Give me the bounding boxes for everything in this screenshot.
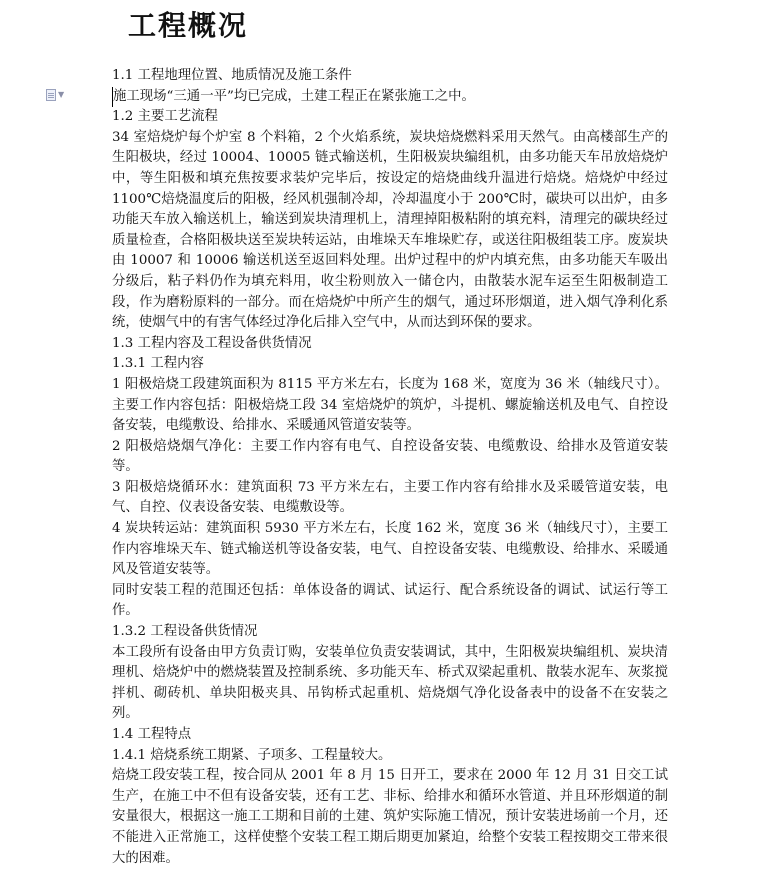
paragraph: 34 室焙烧炉每个炉室 8 个料箱，2 个火焰系统，炭块焙烧燃料采用天然气。由高楼部生产的生阳极块，经过 10004、10005 链式输送机，生阳极炭块编组机，由多功能天车吊放焙烧炉中，等生阳极和填充焦按要求装炉完毕后，按设定的焙烧曲线升温进行焙烧。焙烧炉中经过 1100℃焙烧温度后的阳极，经风机强制冷却，冷却温度小于 200℃时，碳块可以出炉，由多功能天车放入输送机上，输送到炭块清理机上，清理掉阳极粘附的填充料，清理完的碳块经过质量检查，合格阳极块送至炭块转运站，由堆垛天车堆垛贮存，或送往阳极组装工序。废炭块由 10007 和 10006 输送机送至返回料处理。出炉过程中的炉内填充焦，由多功能天车吸出分级后，粘子料仍作为填充料用，收尘粉则放入一储仓内，由散装水泥车运至生阳极制造工段，作为磨粉原料的一部分。而在焙烧炉中所产生的烟气，通过环形烟道，进入烟气净利化系统，使烟气中的有害气体经过净化后排入空气中，从而达到环保的要求。 — [112, 129, 668, 331]
heading-1-4-1: 1.4.1 焙烧系统工期紧、子项多、工程量较大。 — [112, 747, 392, 763]
document-body[interactable] — [112, 66, 668, 869]
heading-1-3-2: 1.3.2 工程设备供货情况 — [112, 624, 258, 640]
heading-1-2: 1.2 主要工艺流程 — [112, 109, 218, 125]
paragraph: 本工段所有设备由甲方负责订购，安装单位负责安装调试，其中，生阳极炭块编组机、炭块清理机、焙烧炉中的燃烧装置及控制系统、多功能天车、桥式双梁起重机、散装水泥车、灰浆搅拌机、砌砖机、单块阳极夹具、吊钩桥式起重机、焙烧烟气净化设备表中的设备不在安装之列。 — [112, 644, 668, 722]
chevron-down-icon: ▼ — [58, 90, 65, 99]
paragraph: 焙烧工段安装工程，按合同从 2001 年 8 月 15 日开工，要求在 2000 年 12 月 31 日交工试生产，在施工中不但有设备安装，还有工艺、非标、给排水和循环水管道、并且环形烟道的制安量很大，根据这一施工工期和目前的土建、筑炉实际施工情况，预计安装进场前一个月，还不能进入正常施工，这样使整个安装工程工期后期更加紧迫，给整个安装工程按期交工带来很大的困难。 — [112, 768, 668, 866]
paragraph-options-icon[interactable] — [46, 88, 72, 102]
document-icon — [46, 89, 56, 101]
paragraph: 4 炭块转运站：建筑面积 5930 平方米左右，长度 162 米，宽度 36 米（轴线尺寸），主要工作内容堆垛天车、链式输送机等设备安装，电气、自控设备安装、电缆敷设、给排水、采暖通风及管道安装等。 — [112, 521, 668, 578]
paragraph: 2 阳极焙烧烟气净化：主要工作内容有电气、自控设备安装、电缆敷设、给排水及管道安装等。 — [112, 438, 668, 475]
heading-1-1: 1.1 工程地理位置、地质情况及施工条件 — [112, 68, 352, 83]
paragraph: 施工现场“三通一平”均已完成，土建工程正在紧张施工之中。 — [112, 87, 668, 108]
heading-1-3-1: 1.3.1 工程内容 — [112, 356, 204, 372]
paragraph: 1 阳极焙烧工段建筑面积为 8115 平方米左右，长度为 168 米，宽度为 36 米（轴线尺寸）。主要工作内容包括：阳极焙烧工段 34 室焙烧炉的筑炉，斗提机、螺旋输送机及电气、自控设备安装，电缆敷设、给排水、采暖通风管道安装等。 — [112, 376, 668, 434]
heading-1-4: 1.4 工程特点 — [112, 727, 192, 742]
paragraph: 3 阳极焙烧循环水：建筑面积 73 平方米左右，主要工作内容有给排水及采暖管道安装，电气、自控、仪表设备安装、电缆敷设等。 — [112, 479, 668, 516]
paragraph: 同时安装工程的范围还包括：单体设备的调试、试运行、配合系统设备的调试、试运行等工作。 — [112, 582, 668, 619]
heading-1-3: 1.3 工程内容及工程设备供货情况 — [112, 335, 312, 351]
page-title: 工程概况 — [128, 9, 249, 42]
